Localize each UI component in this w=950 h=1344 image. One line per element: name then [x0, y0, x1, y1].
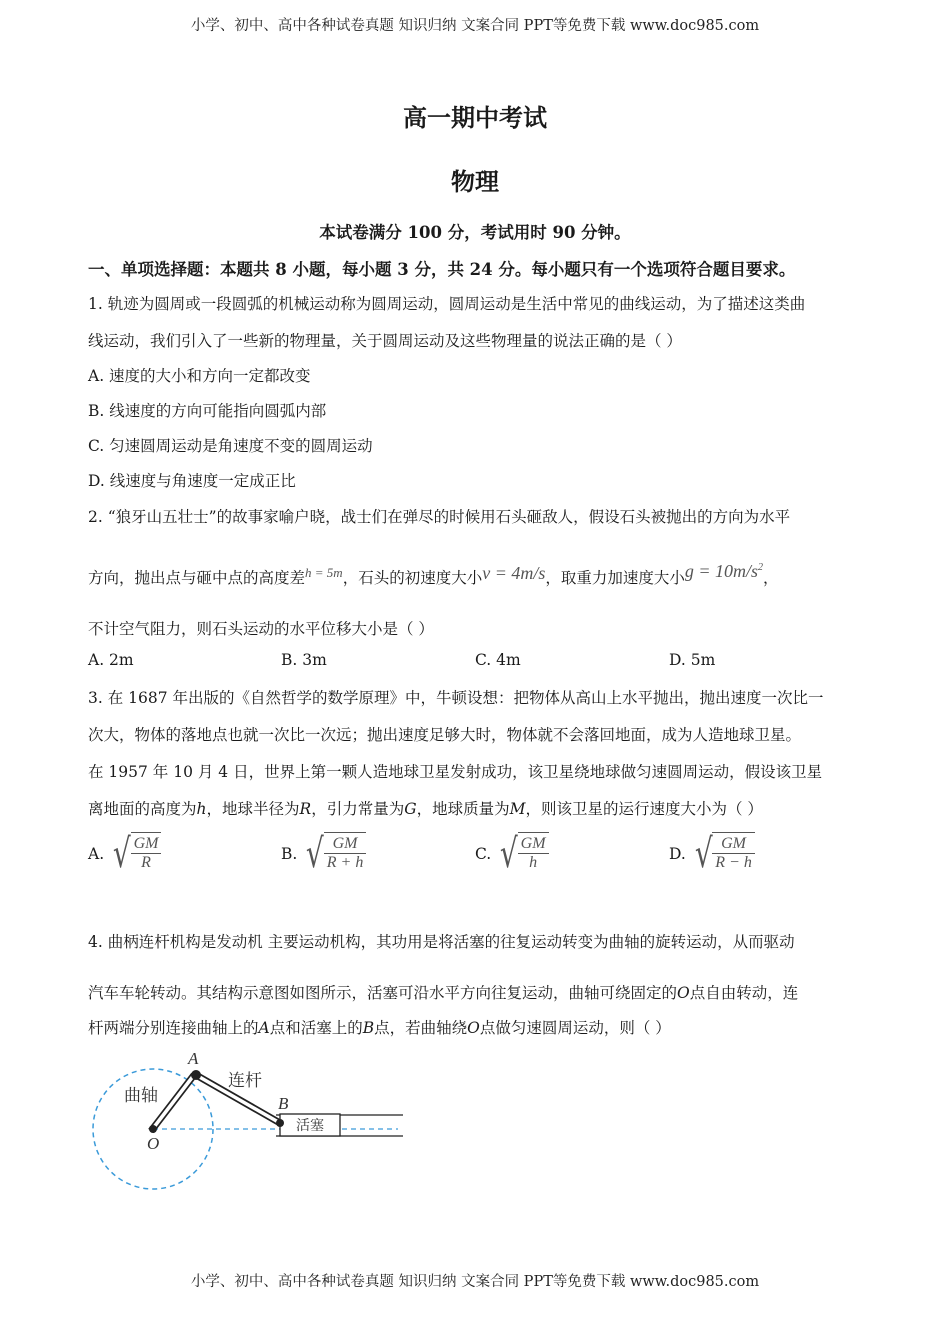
point-A-label: A — [188, 1049, 199, 1068]
q4-text-f: 点做匀速圆周运动，则（ ） — [479, 1019, 671, 1037]
q4-text-b: 点自由转动，连 — [689, 984, 799, 1002]
rod-label: 连杆 — [228, 1071, 262, 1091]
q2-option-c: C. 4m — [475, 651, 521, 669]
q2-text-a: 方向，抛出点与砸中点的高度差 — [88, 569, 306, 587]
q3-c-denominator: h — [529, 854, 538, 871]
exam-notice: 本试卷满分 100 分，考试用时 90 分钟。 — [319, 223, 631, 242]
q3-option-a: A. √ $\frac{GM}{R}$ — [88, 832, 161, 876]
q3-c-numerator: GM — [518, 835, 549, 854]
q4-var-A: A — [258, 1019, 270, 1037]
subject-title: 物理 — [451, 167, 499, 196]
page-header: 小学、初中、高中各种试卷真题 知识归纳 文案合同 PPT等免费下载 www.doc985.com — [190, 18, 760, 34]
q3-option-b-label: B. — [281, 845, 298, 863]
q4-text-e: 点，若曲轴绕 — [374, 1019, 468, 1037]
q3-b-denominator: R + h — [326, 854, 364, 871]
q1-option-a: A. 速度的大小和方向一定都改变 — [88, 367, 311, 385]
point-O-label: O — [147, 1134, 160, 1153]
q4-var-O2: O — [467, 1019, 480, 1037]
q1-stem-line1: 1. 轨迹为圆周或一段圆弧的机械运动称为圆周运动，圆周运动是生活中常见的曲线运动，为了描述这类曲 — [88, 295, 806, 313]
page-footer: 小学、初中、高中各种试卷真题 知识归纳 文案合同 PPT等免费下载 www.doc985.com — [190, 1274, 760, 1290]
q3-stem-line3: 在 1957 年 10 月 4 日，世界上第一颗人造地球卫星发射成功，该卫星绕地球做匀速圆周运动，假设该卫星 — [88, 763, 823, 781]
q3-option-c: C. √ $\frac{GM}{h}$ — [475, 832, 549, 876]
joint-B — [276, 1119, 284, 1127]
crank-mechanism-figure — [88, 1046, 408, 1196]
q3-d-numerator: GM — [712, 835, 755, 854]
q3-d-denominator: R − h — [715, 854, 752, 871]
q3-a-denominator: R — [141, 854, 151, 871]
q3-option-d: D. √ $\frac{GM}{R - h}$ — [669, 832, 755, 876]
q2-g-exponent: 2 — [758, 562, 764, 573]
q3-var-G: G — [404, 800, 417, 818]
q3-text-a: 离地面的高度为 — [88, 800, 197, 818]
crank-label: 曲轴 — [124, 1086, 158, 1106]
q2-option-b: B. 3m — [281, 651, 327, 669]
q3-text-d: ，地球质量为 — [416, 800, 510, 818]
q3-text-b: ，地球半径为 — [206, 800, 300, 818]
q3-var-h: h — [196, 800, 207, 818]
q3-text-c: ，引力常量为 — [311, 800, 405, 818]
q1-stem-line2: 线运动，我们引入了一些新的物理量，关于圆周运动及这些物理量的说法正确的是（ ） — [88, 332, 682, 350]
q2-formula-h: h = 5m — [305, 565, 343, 580]
q3-stem-line4 — [88, 797, 763, 819]
q1-option-d: D. 线速度与角速度一定成正比 — [88, 472, 296, 490]
section-heading: 一、单项选择题：本题共 8 小题，每小题 3 分，共 24 分。每小题只有一个选项符合题目要求。 — [88, 260, 796, 279]
point-B-label: B — [278, 1094, 289, 1113]
q2-text-d: ， — [763, 569, 779, 587]
q1-option-c: C. 匀速圆周运动是角速度不变的圆周运动 — [88, 437, 373, 455]
q4-text-a: 汽车车轮转动。其结构示意图如图所示，活塞可沿水平方向往复运动，曲轴可绕固定的 — [88, 984, 678, 1002]
q3-text-e: ，则该卫星的运行速度大小为（ ） — [525, 800, 763, 818]
q1-option-b: B. 线速度的方向可能指向圆弧内部 — [88, 402, 327, 420]
q4-stem-line3 — [88, 1016, 671, 1038]
q3-b-numerator: GM — [324, 835, 367, 854]
q3-var-R: R — [299, 800, 312, 818]
q2-text-c: ，取重力加速度大小 — [545, 569, 685, 587]
q4-text-c: 杆两端分别连接曲轴上的 — [88, 1019, 259, 1037]
q3-stem-line2: 次大，物体的落地点也就一次比一次远；抛出速度足够大时，物体就不会落回地面，成为人造地球卫星。 — [88, 726, 802, 744]
q3-var-M: M — [509, 800, 526, 818]
q2-stem-line2 — [88, 561, 779, 588]
q2-stem-line3: 不计空气阻力，则石头运动的水平位移大小是（ ） — [88, 620, 434, 638]
exam-title: 高一期中考试 — [403, 103, 547, 132]
joint-O — [149, 1125, 157, 1133]
piston-label: 活塞 — [296, 1118, 324, 1134]
q2-text-b: ，石头的初速度大小 — [342, 569, 483, 587]
q4-text-d: 点和活塞上的 — [269, 1019, 363, 1037]
q2-option-a: A. 2m — [88, 651, 134, 669]
q4-var-B: B — [362, 1019, 375, 1037]
joint-A — [191, 1070, 201, 1080]
q3-option-d-label: D. — [669, 845, 686, 863]
q4-stem-line2 — [88, 981, 798, 1003]
q2-formula-g — [685, 561, 763, 581]
q2-formula-v: v = 4m/s — [482, 563, 546, 583]
q2-stem-line1: 2. “狼牙山五壮士”的故事家喻户晓，战士们在弹尽的时候用石头砸敌人，假设石头被抛出的方向为水平 — [88, 508, 791, 526]
q3-option-b: B. √ $\frac{GM}{R + h}$ — [281, 832, 366, 876]
q3-stem-line1: 3. 在 1687 年出版的《自然哲学的数学原理》中，牛顿设想：把物体从高山上水平抛出，抛出速度一次比一 — [88, 689, 824, 707]
q2-option-d: D. 5m — [669, 651, 716, 669]
q3-option-a-label: A. — [88, 845, 105, 863]
q4-stem-line1: 4. 曲柄连杆机构是发动机 主要运动机构，其功用是将活塞的往复运动转变为曲轴的旋转运动，从而驱动 — [88, 933, 795, 951]
q3-option-c-label: C. — [475, 845, 492, 863]
q3-a-numerator: GM — [131, 835, 162, 854]
q4-var-O: O — [677, 984, 690, 1002]
q2-g-base: g = 10m/s — [684, 561, 759, 581]
